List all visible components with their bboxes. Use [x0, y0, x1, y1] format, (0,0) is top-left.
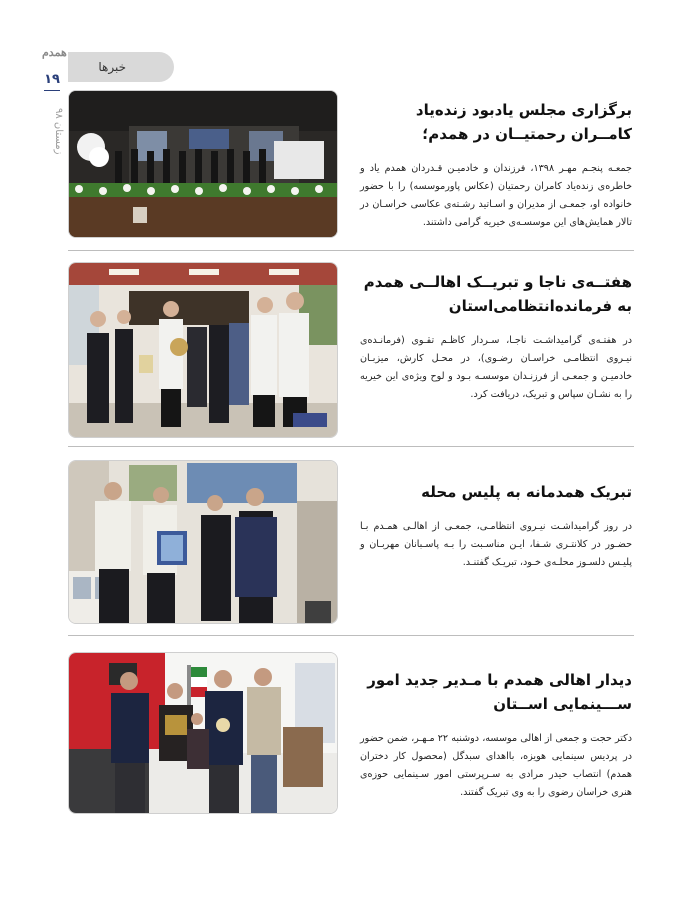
neighborhood-police-title: تبریک همدمانه به پلیس محله [421, 483, 632, 501]
police-week-title: هفتــه‌ی ناجا و تبریــک اهالــی همدم به فرمانده‌انتظامی‌استان [363, 273, 632, 315]
cinema-director-title: دیدار اهالی همدم با مـدیر جدید امور ســـینمایی اســتان [367, 671, 632, 713]
cinema-director-body: دکتر حجت و جمعی از اهالی موسسه، دوشنبه ۲۲ مـهـر، ضمن حضور در پردیس سینمایی هویزه، بااهدای سبدگل (محصول کار دختران همدم) انتصاب حیدر مرادی به سـرپرستی امور سـینمایی حوزه‌ی هنری خراسان رضوی را به وی تبریک گفتند. [360, 733, 632, 798]
issue-date: زمستان ۹۸ [53, 107, 64, 155]
cinema-director-photo [68, 652, 338, 814]
page-margin [38, 46, 68, 166]
section-label: خبرها [98, 60, 126, 74]
memorial-event-photo [68, 90, 338, 238]
article-divider [68, 446, 634, 447]
neighborhood-police-photo [68, 460, 338, 624]
article-neighborhood-police [68, 460, 634, 624]
magazine-logo: همدم [42, 46, 67, 59]
cinema-director-text [360, 668, 632, 802]
memorial-body: جمعـه پنجـم مهـر ۱۳۹۸، فرزندان و خادمیـن قـدردان همدم یاد و خاطره‌ی زنده‌یاد کامران رحمتیان (عکاس پاورموسسه) را با حضور خانواده او، جمعـی از مدیران و اسـاتید رشـته‌ی عکاسی خراسـان در تالار همایش‌های این موسسـه‌ی خیریه گرامی داشتند. [360, 163, 632, 228]
police-week-body: در هفتـه‌ی گرامیداشـت ناجـا، سـردار کاظـم تقـوی (فرمانـده‌ی نیـروی انتظامـی خراسـان رضـوی)، در محـل کارش، میزبـان خادمیـن و جمعـی از فرزنـدان موسسـه بـود و لوح ویژه‌ی این خیریه را به نشـان سپاس و تبریک، دریافت کرد. [360, 335, 632, 400]
article-memorial [68, 90, 634, 238]
neighborhood-police-text [360, 480, 632, 572]
neighborhood-police-body: در روز گرامیداشـت نیـروی انتظامـی، جمعـی از اهالـی همـدم بـا حضـور در کلانتـری شـفا، ایـن مناسـبت را بـه پاسـبانان مهربـان و پلیـس دلسـوز محلـه‌ی خـود، تبریـک گفتنـد. [360, 521, 632, 568]
memorial-title: برگزاری مجلس یادبود زنده‌یاد کامــران رحمتیــان در همدم؛ [415, 101, 632, 143]
police-commander-photo [68, 262, 338, 438]
section-tab [68, 52, 174, 82]
article-police-week [68, 262, 634, 438]
page-number: ۱۹ [44, 72, 60, 87]
page-number-rule [44, 90, 60, 91]
police-week-text [360, 270, 632, 404]
article-cinema-director [68, 652, 634, 814]
article-divider [68, 635, 634, 636]
memorial-text [360, 98, 632, 232]
article-divider [68, 250, 634, 251]
